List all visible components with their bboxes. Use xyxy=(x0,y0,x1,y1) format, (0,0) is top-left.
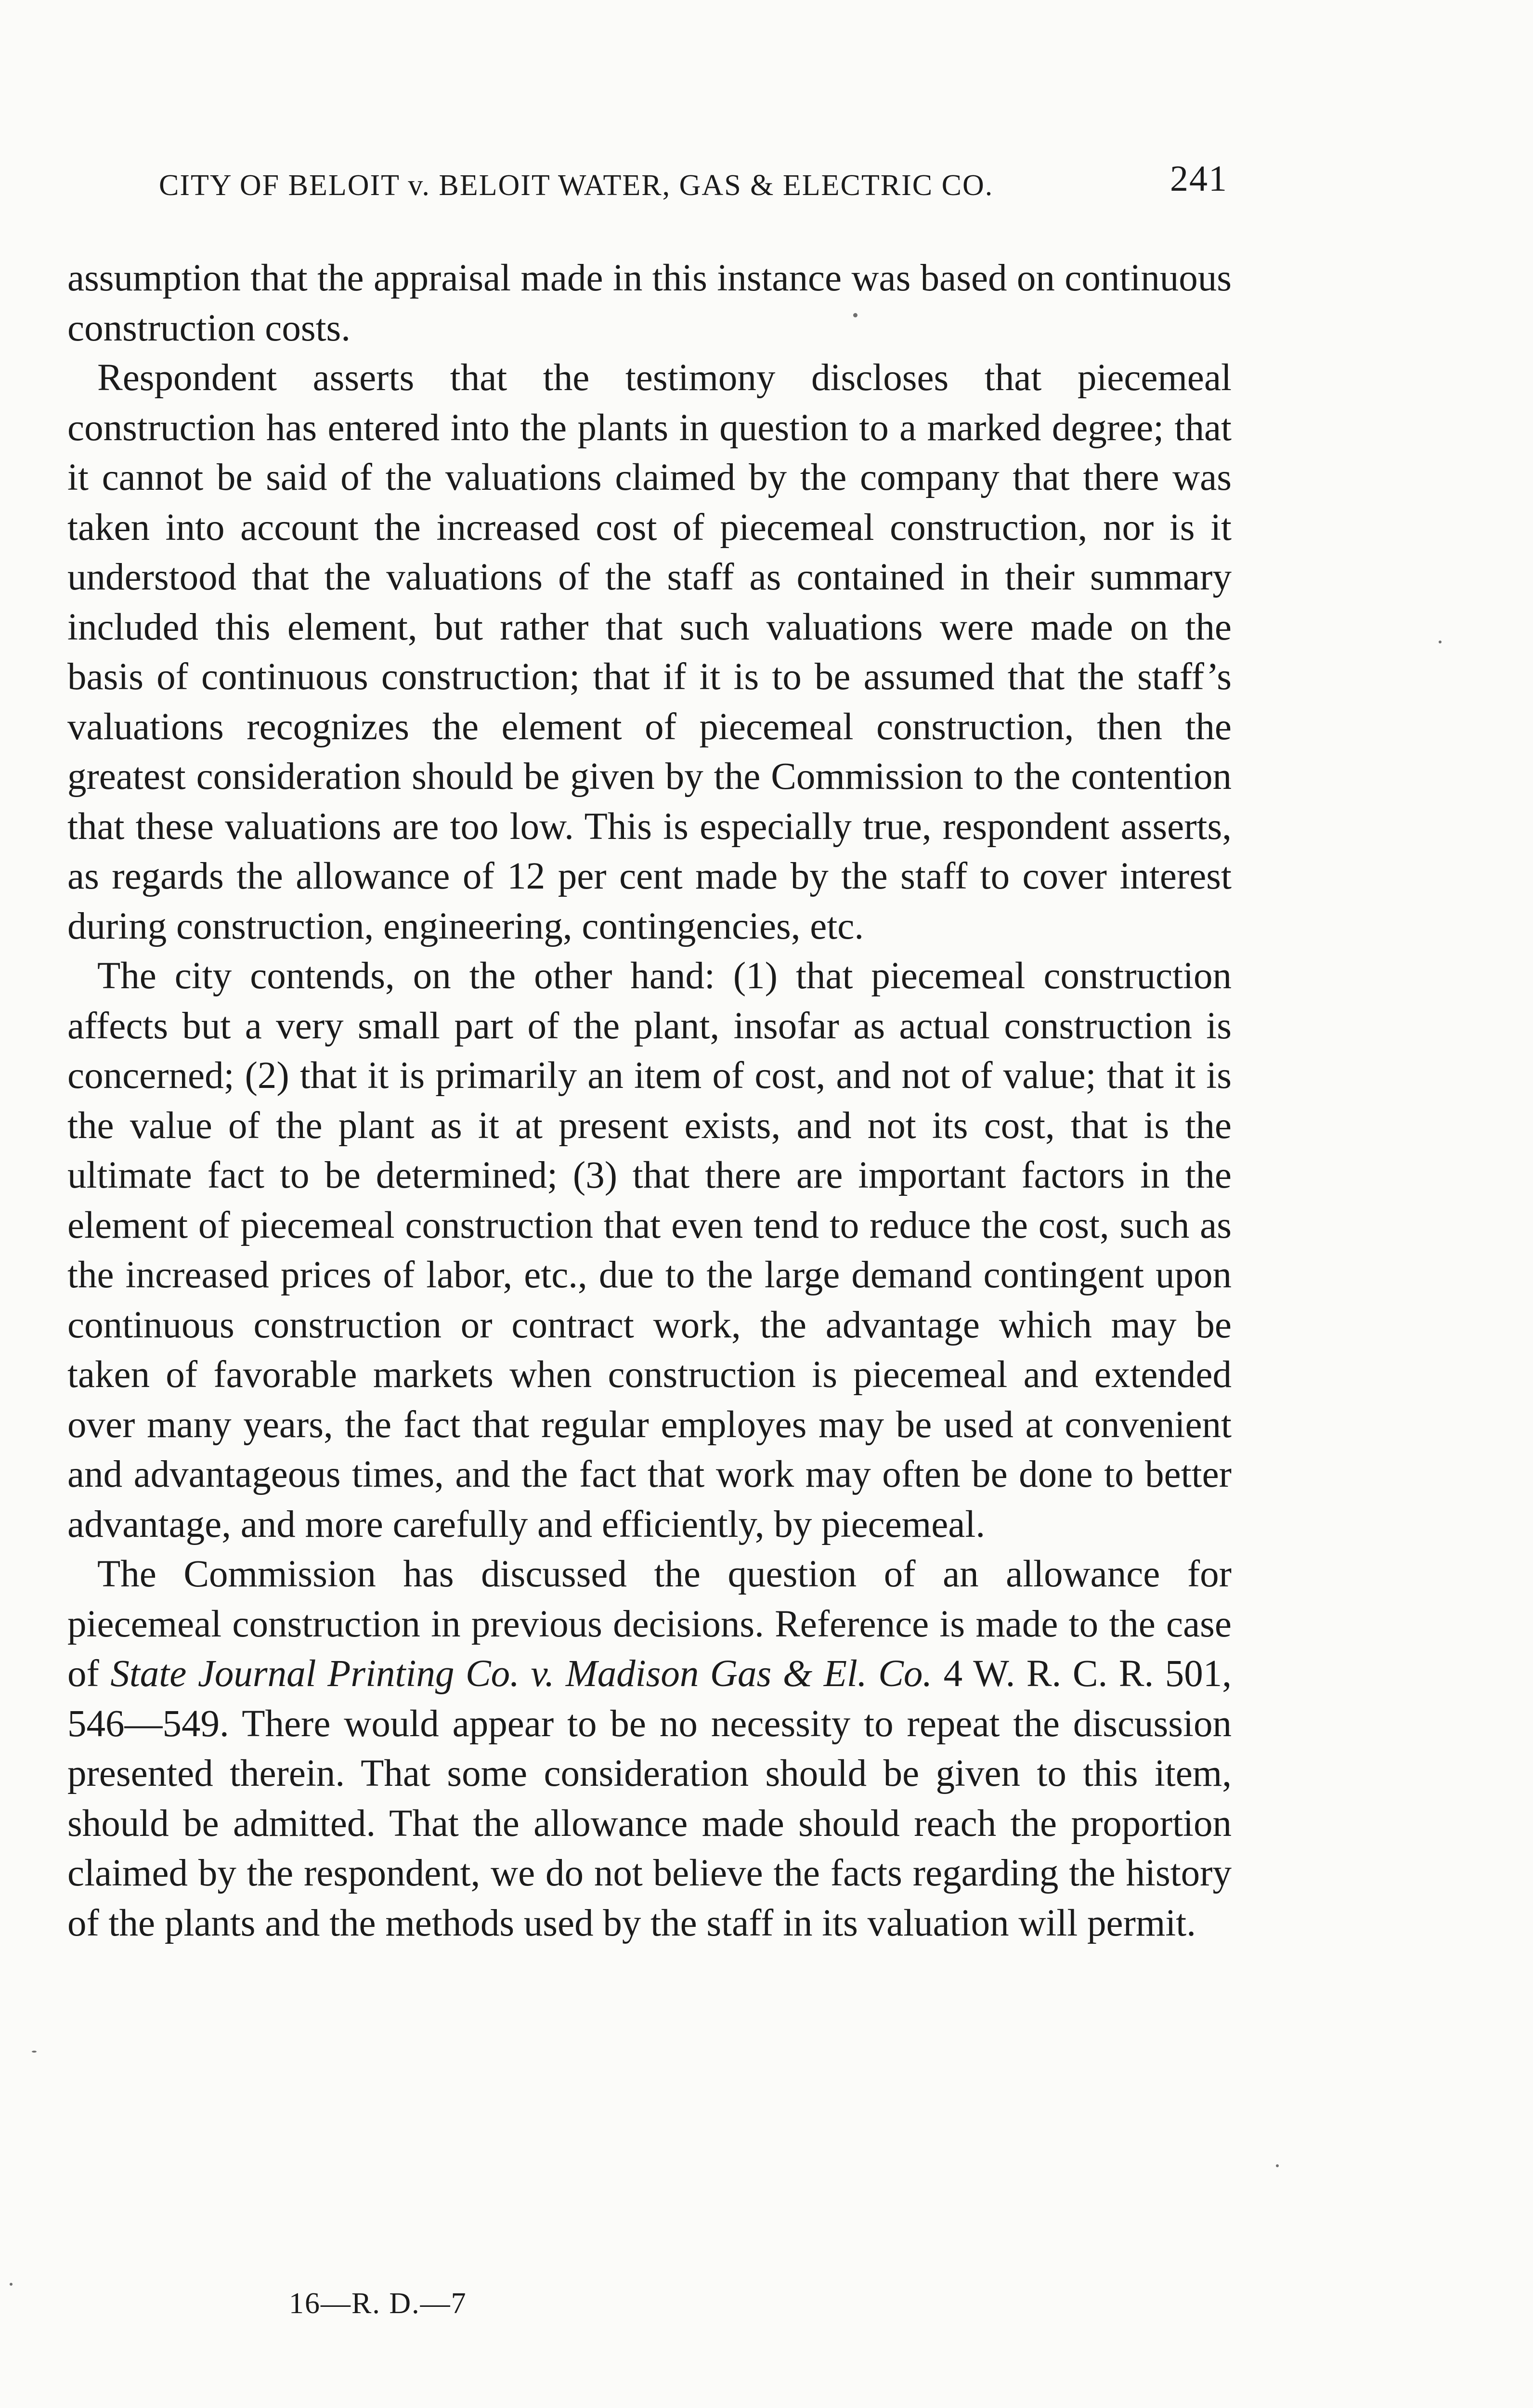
paragraph-city-contends: The city contends, on the other hand: (1) that piecemeal construction affects but a very small part of the plant, insofar as actual construction is concerned; (2) that it is primarily an item of cost, and not of value; that it is the value of the plant as it at present exists, and not its cost, that is the ultimate fact to be determined; (3) that there are important factors in the element of piecemeal construction that even tend to reduce the cost, such as the increased prices of labor, etc., due to the large demand contingent upon continuous construction or contract work, the advantage which may be taken of favorable markets when construction is piecemeal and extended over many years, the fact that regular employes may be used at convenient and advantageous times, and the fact that work may often be done to better advantage, and more carefully and efficiently, by piecemeal. xyxy=(67,955,1232,1545)
commission-text-after: 4 W. R. C. R. 501, 546—549. There would appear to be no necessity to repeat the discussion presented therein. That some consideration should be given to this item, should be admitted. That the allowance made should reach the proportion claimed by the respondent, we do not believe the facts regarding the history of the plants and the methods used by the staff in its valuation will permit. xyxy=(67,1653,1232,1944)
page-number: 241 xyxy=(1170,158,1228,199)
case-citation: State Journal Printing Co. v. Madison Gas & El. Co. xyxy=(110,1653,933,1695)
signature-mark: 16—R. D.—7 xyxy=(289,2287,467,2320)
paragraph-commission xyxy=(67,1549,1232,1948)
running-head xyxy=(159,159,1228,212)
scan-speck xyxy=(853,313,857,317)
commission-text-before: The Commission has discussed the question of an allowance for piecemeal construction in previous decisions. Reference is made to the case of xyxy=(67,1553,1232,1695)
running-head-caption: CITY OF BELOIT v. BELOIT WATER, GAS & ELECTRIC CO. xyxy=(159,169,994,202)
paragraph-respondent: Respondent asserts that the testimony discloses that piecemeal construction has entered into the plants in question to a marked degree; that it cannot be said of the valuations claimed by the company that there was taken into account the increased cost of piecemeal construction, nor is it understood that the valuations of the staff as contained in their summary included this element, but rather that such valuations were made on the basis of continuous construction; that if it is to be assumed that the staff’s valuations recognizes the element of piecemeal construction, then the greatest consideration should be given by the Commission to the contention that these valuations are too low. This is especially true, respondent asserts, as regards the allowance of 12 per cent made by the staff to cover interest during construction, engineering, contingencies, etc. xyxy=(67,357,1232,947)
paragraph-continuation: assumption that the appraisal made in this instance was based on continuous construction costs. xyxy=(67,257,1232,349)
scan-speck xyxy=(1276,2164,1279,2167)
body-text xyxy=(67,253,1232,1948)
scan-speck xyxy=(10,2283,13,2286)
scan-speck xyxy=(32,2051,37,2053)
scan-speck xyxy=(1439,641,1442,643)
